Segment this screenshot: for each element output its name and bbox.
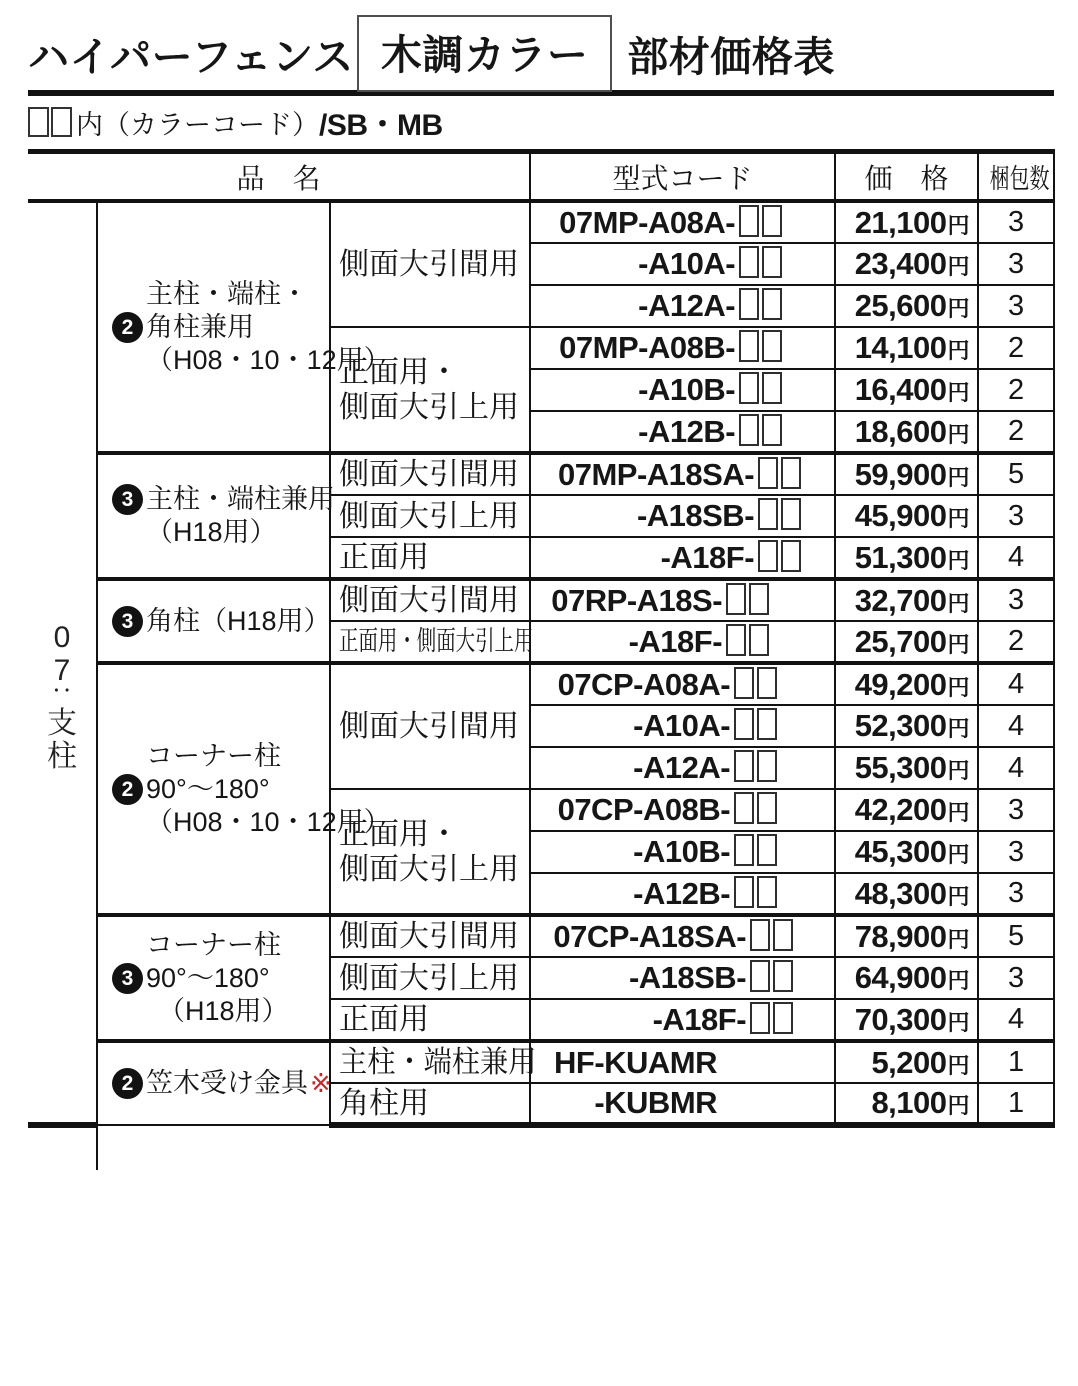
price-currency: 円 <box>947 674 970 700</box>
price-value: 49,200 <box>854 666 947 702</box>
code-placeholder-box <box>781 457 801 489</box>
title-suffix: 部材価格表 <box>627 33 835 80</box>
price-currency: 円 <box>947 968 970 993</box>
code-placeholder-box <box>781 498 801 530</box>
code-placeholder-box <box>734 792 754 824</box>
price-value: 42,200 <box>854 792 947 827</box>
code-placeholder-box <box>773 919 793 951</box>
price-currency: 円 <box>947 631 970 657</box>
price-currency: 円 <box>947 758 970 783</box>
table-row <box>28 663 1054 705</box>
product-name-line <box>146 806 391 839</box>
price-currency: 円 <box>947 338 970 363</box>
model-code: -A18F- <box>652 1001 747 1037</box>
usage-line: 側面大引間用 <box>339 248 519 281</box>
usage-line: 正面用 <box>339 1003 429 1036</box>
price-cell <box>835 243 978 285</box>
model-code: 07CP-A08B- <box>557 792 731 827</box>
code-placeholder-box <box>762 330 782 362</box>
price-cell <box>835 1041 978 1083</box>
group-badge: 2 <box>112 1068 143 1099</box>
price-cell <box>835 1083 978 1125</box>
code-placeholder-box <box>762 246 782 278</box>
price-value: 5,200 <box>871 1044 947 1080</box>
color-code-note <box>28 90 1054 149</box>
product-name-cell <box>97 579 330 663</box>
model-code: -A10A- <box>633 708 731 743</box>
model-code-cell <box>530 915 835 957</box>
package-qty-cell: 4 <box>978 537 1054 579</box>
package-qty-cell: 4 <box>978 747 1054 789</box>
model-code: -A12B- <box>638 413 736 449</box>
price-value: 25,700 <box>854 623 947 659</box>
price-currency: 円 <box>947 883 970 909</box>
group-badge: 3 <box>112 606 143 637</box>
code-placeholder-box <box>734 708 754 740</box>
product-name-text: （H08・10・12用） <box>146 344 391 375</box>
code-placeholder-box <box>757 708 777 740</box>
usage-cell <box>330 201 530 327</box>
page-title <box>28 16 1054 90</box>
code-placeholder-box <box>762 414 782 446</box>
price-currency: 円 <box>947 547 970 573</box>
price-value: 52,300 <box>854 708 947 743</box>
package-qty-cell: 5 <box>978 453 1054 495</box>
usage-line: 側面大引間用 <box>339 458 519 491</box>
model-code-cell <box>530 663 835 705</box>
price-value: 8,100 <box>871 1085 947 1120</box>
code-placeholder-box <box>734 667 754 699</box>
price-currency: 円 <box>947 506 970 531</box>
color-code-placeholder-box <box>51 107 72 137</box>
side-category-char: 支 <box>47 706 77 740</box>
table-row <box>28 453 1054 495</box>
package-qty-cell: 2 <box>978 621 1054 663</box>
model-code: 07MP-A08B- <box>559 330 736 365</box>
code-placeholder-box <box>739 372 759 404</box>
package-qty-cell: 3 <box>978 789 1054 831</box>
group-badge: 2 <box>112 774 143 805</box>
price-value: 16,400 <box>854 372 947 407</box>
note-asterisk: ※ <box>310 1068 332 1098</box>
model-code-cell <box>530 369 835 411</box>
model-code-cell <box>530 411 835 453</box>
model-code: -A18F- <box>628 623 723 659</box>
code-placeholder-box <box>734 750 754 782</box>
code-placeholder-box <box>726 624 746 656</box>
table-row <box>28 1041 1054 1083</box>
product-name-line <box>158 995 325 1028</box>
product-name-text: （H18用） <box>146 517 277 547</box>
title-product-name: ハイパーフェンス <box>28 33 354 80</box>
package-qty-cell: 5 <box>978 915 1054 957</box>
usage-cell <box>330 621 534 663</box>
code-placeholder-box <box>726 583 746 615</box>
product-name-line <box>146 344 391 377</box>
model-code-cell <box>530 1083 835 1125</box>
product-name-text: コーナー柱 <box>146 740 281 771</box>
model-code-cell <box>530 537 835 579</box>
price-cell <box>835 327 978 369</box>
product-name-text: 主柱・端柱・ <box>146 278 308 309</box>
code-placeholder-box <box>762 288 782 320</box>
product-name-cell <box>97 453 335 579</box>
usage-cell <box>330 915 530 957</box>
product-name-line <box>112 605 331 638</box>
price-cell <box>835 873 978 915</box>
package-qty-cell: 1 <box>978 1083 1054 1125</box>
group-badge: 2 <box>112 312 143 343</box>
price-currency: 円 <box>947 926 970 952</box>
product-name-text: 90°〜180° <box>146 962 270 993</box>
model-code-cell <box>530 999 835 1041</box>
price-currency: 円 <box>947 842 970 867</box>
side-category-char: 0 <box>53 620 71 654</box>
usage-line: 側面大引間用 <box>339 584 519 617</box>
model-code: -A10A- <box>638 246 736 281</box>
code-placeholder-box <box>739 205 759 237</box>
price-cell <box>835 747 978 789</box>
usage-cell <box>330 537 530 579</box>
left-rule-tick <box>96 1128 98 1170</box>
code-placeholder-box <box>739 288 759 320</box>
model-code: -A12A- <box>638 288 736 323</box>
product-name-line <box>112 311 325 344</box>
package-qty-cell: 3 <box>978 201 1054 243</box>
usage-cell <box>330 453 530 495</box>
model-code: 07CP-A18SA- <box>553 918 747 954</box>
group-badge: 3 <box>112 484 143 515</box>
usage-cell <box>330 495 530 537</box>
price-currency: 円 <box>947 716 970 741</box>
price-cell <box>835 621 978 663</box>
price-cell <box>835 999 978 1041</box>
model-code-cell <box>530 327 835 369</box>
model-code-cell <box>530 243 835 285</box>
product-name-text: 主柱・端柱兼用 <box>146 484 335 514</box>
product-name-text: （H18用） <box>158 995 289 1026</box>
product-name-line <box>112 483 335 516</box>
table-row <box>28 579 1054 621</box>
price-cell <box>835 831 978 873</box>
product-name-cell <box>97 201 391 453</box>
side-category-char: 柱 <box>47 739 77 773</box>
price-table-header <box>28 152 1054 202</box>
product-name-text: （H08・10・12用） <box>146 806 391 837</box>
model-code-cell <box>530 747 835 789</box>
model-code-cell <box>530 621 835 663</box>
header-package-qty-label: 梱包数 <box>989 164 1050 194</box>
code-placeholder-box <box>749 624 769 656</box>
color-code-note-label: 内（カラーコード） <box>76 109 319 140</box>
header-package-qty <box>978 152 1054 202</box>
product-name-cell <box>97 915 330 1041</box>
model-code: -A12A- <box>633 750 731 785</box>
model-code: -A18F- <box>660 539 755 575</box>
usage-cell <box>330 1083 530 1125</box>
package-qty-cell: 2 <box>978 369 1054 411</box>
price-currency: 円 <box>947 1093 970 1118</box>
price-value: 23,400 <box>854 246 947 281</box>
price-table <box>28 149 1055 1128</box>
code-placeholder-box <box>739 414 759 446</box>
price-cell <box>835 285 978 327</box>
code-placeholder-box <box>739 330 759 362</box>
code-placeholder-box <box>758 457 778 489</box>
usage-line: 正面用 <box>339 541 429 574</box>
package-qty-cell: 3 <box>978 873 1054 915</box>
model-code-cell <box>530 957 835 999</box>
header-row <box>28 152 1054 202</box>
price-currency: 円 <box>947 590 970 616</box>
price-cell <box>835 201 978 243</box>
package-qty-cell: 1 <box>978 1041 1054 1083</box>
model-code-cell <box>530 495 835 537</box>
code-placeholder-box <box>762 205 782 237</box>
price-value: 78,900 <box>854 918 947 954</box>
usage-line: 正面用・ <box>339 817 459 851</box>
side-category-label <box>28 621 96 773</box>
code-placeholder-box <box>773 1002 793 1034</box>
package-qty-cell: 3 <box>978 831 1054 873</box>
product-name-line <box>146 278 325 311</box>
usage-cell <box>330 1041 537 1083</box>
table-row <box>28 201 1054 243</box>
side-category-char: ： <box>47 683 78 710</box>
model-code: -A18SB- <box>636 498 755 533</box>
model-code-cell <box>530 453 835 495</box>
package-qty-cell: 4 <box>978 663 1054 705</box>
price-value: 45,900 <box>854 498 947 533</box>
package-qty-cell: 2 <box>978 327 1054 369</box>
usage-cell <box>330 957 530 999</box>
price-cell <box>835 915 978 957</box>
model-code-cell <box>530 789 835 831</box>
code-placeholder-box <box>734 876 754 908</box>
model-code: 07MP-A18SA- <box>557 456 755 492</box>
model-code: 07RP-A18S- <box>551 582 723 618</box>
group-badge: 3 <box>112 963 143 994</box>
header-price: 価 格 <box>835 152 978 202</box>
model-code-cell <box>530 201 835 243</box>
code-placeholder-box <box>781 540 801 572</box>
product-name-cell <box>97 1041 330 1125</box>
product-name-text: 笠木受け金具 <box>146 1068 308 1098</box>
price-table-body <box>28 201 1054 1125</box>
product-name-cell <box>97 663 391 915</box>
code-placeholder-box <box>757 667 777 699</box>
price-currency: 円 <box>947 800 970 825</box>
package-qty-cell: 3 <box>978 243 1054 285</box>
model-code-cell <box>530 1041 835 1083</box>
price-value: 32,700 <box>854 582 947 618</box>
price-currency: 円 <box>947 296 970 321</box>
usage-cell <box>330 579 530 621</box>
price-currency: 円 <box>947 380 970 405</box>
price-cell <box>835 537 978 579</box>
color-code-values: /SB・MB <box>319 109 443 142</box>
code-placeholder-box <box>757 750 777 782</box>
usage-line: 側面大引上用 <box>339 961 519 995</box>
code-placeholder-box <box>757 876 777 908</box>
product-name-text: コーナー柱 <box>146 929 281 960</box>
price-cell <box>835 705 978 747</box>
price-value: 64,900 <box>854 960 947 995</box>
model-code: HF-KUAMR <box>554 1044 718 1080</box>
model-code: -A18SB- <box>628 960 747 995</box>
usage-line: 側面大引間用 <box>339 710 519 743</box>
color-code-placeholder-box <box>28 107 49 137</box>
model-code: -A10B- <box>633 834 731 869</box>
price-cell <box>835 411 978 453</box>
code-placeholder-box <box>739 246 759 278</box>
side-category-cell <box>28 201 97 1125</box>
package-qty-cell: 3 <box>978 495 1054 537</box>
usage-line: 角柱用 <box>339 1086 429 1120</box>
model-code: 07MP-A08A- <box>559 204 736 240</box>
usage-line: 側面大引間用 <box>339 920 519 953</box>
price-value: 45,300 <box>854 834 947 869</box>
usage-cell <box>330 663 530 789</box>
code-placeholder-box <box>758 540 778 572</box>
price-currency: 円 <box>947 421 970 447</box>
code-placeholder-box <box>734 834 754 866</box>
price-value: 14,100 <box>854 330 947 365</box>
model-code-cell <box>530 579 835 621</box>
price-value: 51,300 <box>854 539 947 575</box>
model-code: -A12B- <box>633 875 731 911</box>
product-name-text: 角柱（H18用） <box>146 605 331 636</box>
price-cell <box>835 495 978 537</box>
code-placeholder-box <box>757 792 777 824</box>
product-name-line <box>112 962 325 995</box>
header-model-code: 型式コード <box>530 152 835 202</box>
price-value: 55,300 <box>854 750 947 785</box>
usage-line: 側面大引上用 <box>339 852 519 886</box>
price-cell <box>835 369 978 411</box>
price-value: 18,600 <box>854 413 947 449</box>
price-value: 48,300 <box>854 875 947 911</box>
price-value: 21,100 <box>854 204 947 240</box>
code-placeholder-box <box>758 498 778 530</box>
product-name-text: 角柱兼用 <box>146 311 254 342</box>
side-category-char: 7 <box>53 653 71 687</box>
product-name-line <box>146 929 325 962</box>
price-currency: 円 <box>947 1052 970 1078</box>
usage-line: 側面大引上用 <box>339 499 519 533</box>
code-placeholder-box <box>750 1002 770 1034</box>
price-cell <box>835 957 978 999</box>
title-color-variant-box: 木調カラー <box>357 15 613 92</box>
package-qty-cell: 4 <box>978 705 1054 747</box>
code-placeholder-box <box>750 960 770 992</box>
model-code: -KUBMR <box>594 1085 718 1120</box>
code-placeholder-box <box>762 372 782 404</box>
price-cell <box>835 789 978 831</box>
package-qty-cell: 3 <box>978 579 1054 621</box>
code-placeholder-box <box>757 834 777 866</box>
model-code-cell <box>530 285 835 327</box>
product-name-line <box>112 773 325 806</box>
price-currency: 円 <box>947 464 970 490</box>
header-product-name: 品 名 <box>28 152 530 202</box>
price-currency: 円 <box>947 212 970 238</box>
product-name-line <box>112 1067 332 1100</box>
code-placeholder-box <box>773 960 793 992</box>
price-cell <box>835 453 978 495</box>
model-code: 07CP-A08A- <box>557 666 731 702</box>
product-name-line <box>146 740 325 773</box>
code-placeholder-box <box>749 583 769 615</box>
package-qty-cell: 2 <box>978 411 1054 453</box>
usage-line: 主柱・端柱兼用 <box>339 1046 537 1079</box>
product-name-text: 90°〜180° <box>146 773 270 804</box>
price-currency: 円 <box>947 1009 970 1035</box>
price-cell <box>835 579 978 621</box>
usage-line: 側面大引上用 <box>339 390 519 424</box>
usage-cell <box>330 999 530 1041</box>
model-code-cell <box>530 705 835 747</box>
price-cell <box>835 663 978 705</box>
package-qty-cell: 3 <box>978 957 1054 999</box>
usage-line: 正面用・ <box>339 355 459 389</box>
usage-line: 正面用・側面大引上用 <box>339 626 534 656</box>
package-qty-cell: 4 <box>978 999 1054 1041</box>
code-placeholder-box <box>750 919 770 951</box>
product-name-line <box>146 516 325 549</box>
package-qty-cell: 3 <box>978 285 1054 327</box>
model-code: -A10B- <box>638 372 736 407</box>
price-value: 59,900 <box>854 456 947 492</box>
table-row <box>28 915 1054 957</box>
price-value: 70,300 <box>854 1001 947 1037</box>
price-value: 25,600 <box>854 288 947 323</box>
price-currency: 円 <box>947 254 970 279</box>
model-code-cell <box>530 831 835 873</box>
model-code-cell <box>530 873 835 915</box>
